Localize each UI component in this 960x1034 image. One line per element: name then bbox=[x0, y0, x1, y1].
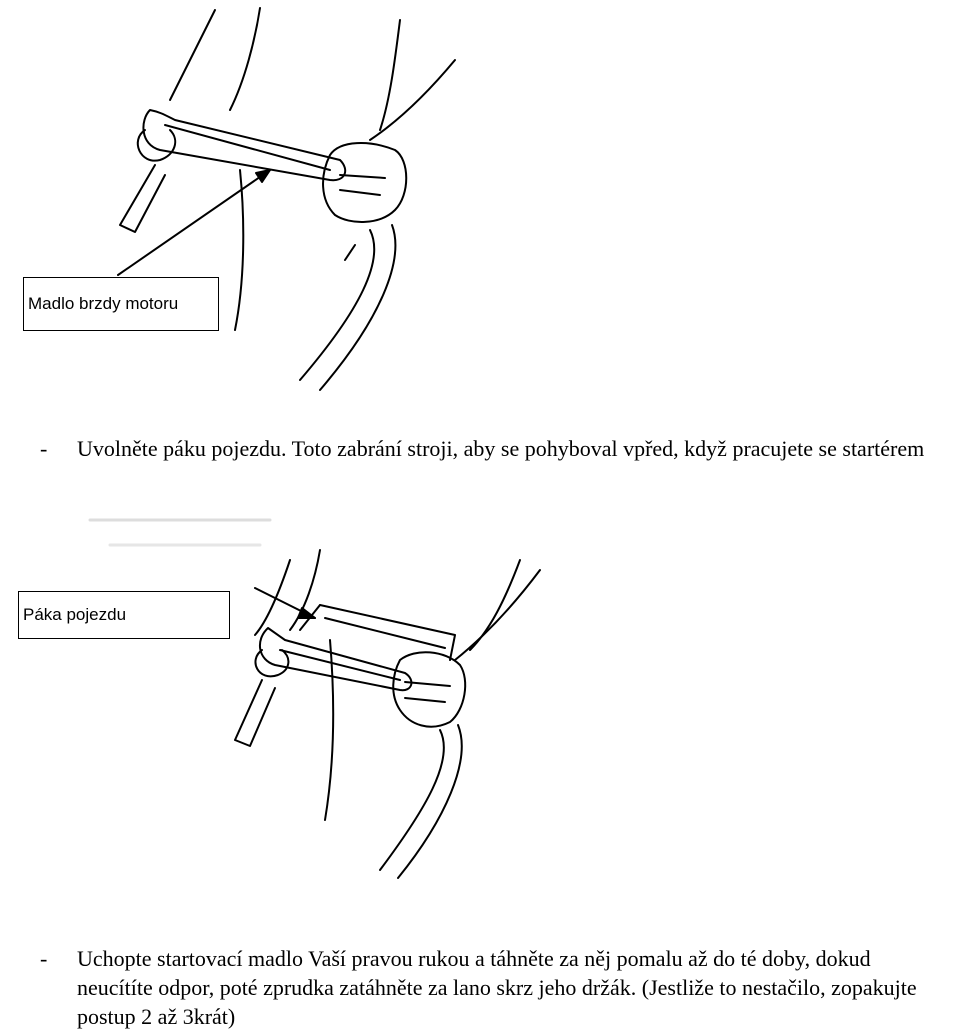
instruction-item bbox=[40, 944, 950, 1031]
engine-brake-handle-label: Madlo brzdy motoru bbox=[23, 277, 219, 331]
instruction-text: Uvolněte páku pojezdu. Toto zabrání stroji, aby se pohyboval vpřed, když pracujete se startérem bbox=[77, 436, 925, 461]
instruction-item bbox=[40, 434, 950, 463]
engine-brake-handle-illustration bbox=[0, 0, 960, 400]
instruction-text: Uchopte startovací madlo Vaší pravou rukou a táhněte za něj pomalu až do té doby, dokud neucítíte odpor, poté zprudka zatáhněte za lano skrz jeho držák. (Jestliže to nestačilo, zopakujte postup 2 až 3krát) bbox=[77, 946, 917, 1029]
bullet-dash: - bbox=[40, 946, 48, 971]
bullet-dash: - bbox=[40, 436, 48, 461]
drive-lever-label: Páka pojezdu bbox=[18, 591, 230, 639]
drive-lever-illustration bbox=[0, 510, 960, 880]
